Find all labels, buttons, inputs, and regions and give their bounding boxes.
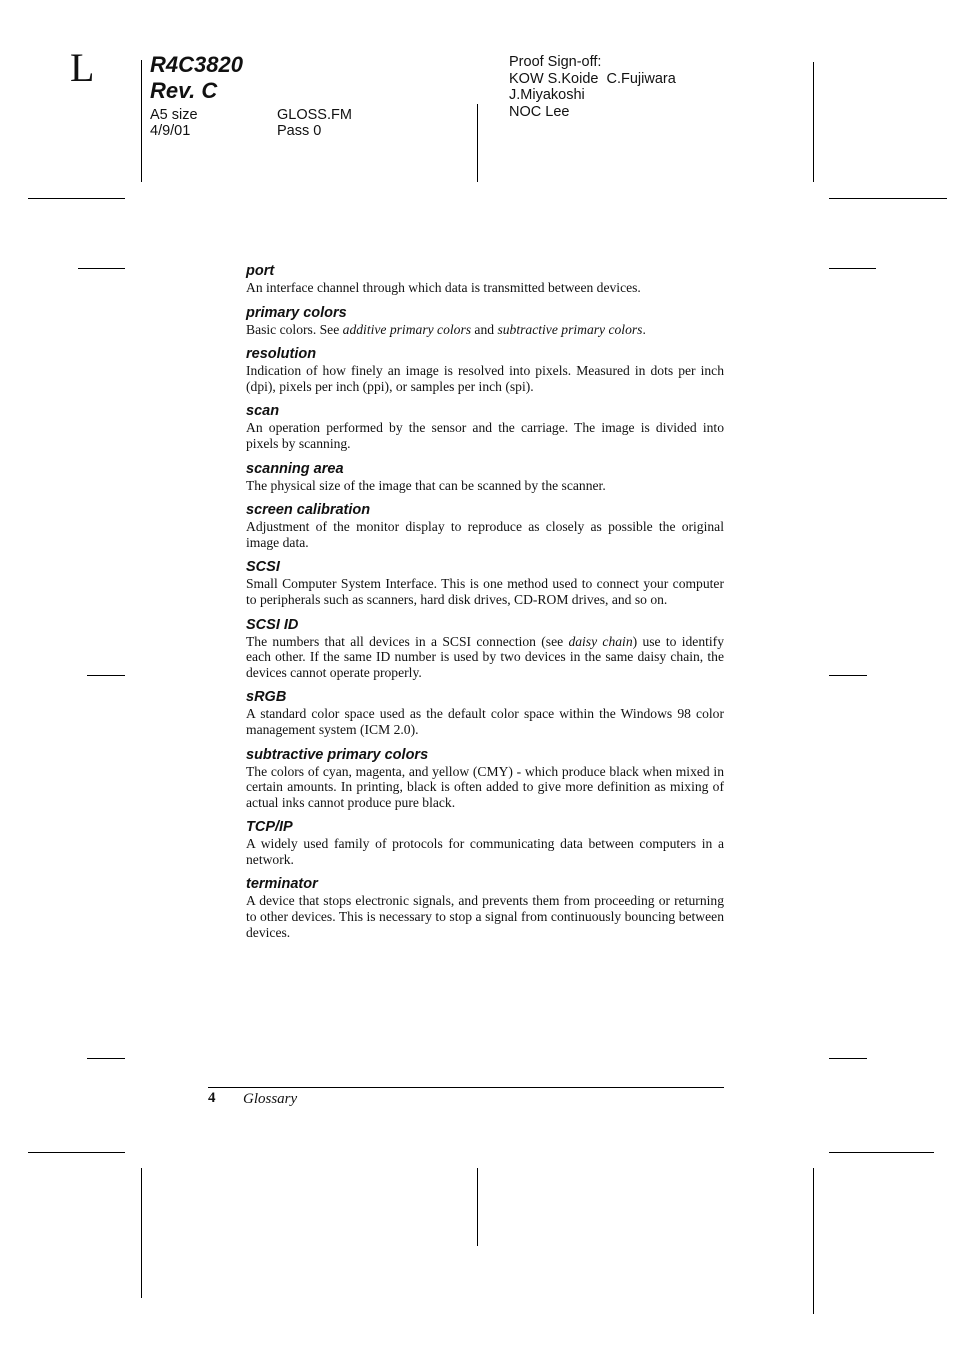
entry-term: resolution bbox=[246, 346, 317, 363]
glossary-entry bbox=[246, 559, 724, 607]
crop-mark bbox=[78, 268, 125, 269]
crop-mark bbox=[829, 268, 876, 269]
glossary-entry bbox=[246, 305, 724, 338]
entry-definition: A widely used family of protocols for communicating data between computers in a network. bbox=[246, 836, 724, 867]
proof-line: NOC Lee bbox=[509, 103, 570, 120]
glossary-entry bbox=[246, 876, 724, 940]
page-number: 4 bbox=[208, 1090, 216, 1106]
file-label: GLOSS.FM bbox=[277, 107, 352, 123]
entry-term: scanning area bbox=[246, 460, 344, 477]
glossary-entry bbox=[246, 819, 724, 867]
proof-line: J.Miyakoshi bbox=[509, 87, 585, 103]
entry-term: port bbox=[246, 263, 275, 279]
corner-mark: L bbox=[70, 45, 95, 90]
entry-definition: The physical size of the image that can be scanned by the scanner. bbox=[246, 477, 606, 493]
entry-term: TCP/IP bbox=[246, 819, 293, 836]
glossary-entry bbox=[246, 346, 724, 394]
glossary-list bbox=[246, 263, 724, 949]
crop-mark bbox=[141, 60, 142, 182]
entry-term: primary colors bbox=[246, 304, 347, 321]
crop-mark bbox=[829, 198, 947, 199]
model-number: R4C3820 bbox=[150, 52, 243, 77]
footer-rule bbox=[208, 1087, 724, 1088]
entry-term: screen calibration bbox=[246, 502, 371, 519]
model-revision: Rev. C bbox=[150, 78, 218, 103]
model-title bbox=[150, 52, 243, 104]
entry-definition: An operation performed by the sensor and the carriage. The image is divided into pixels by scanning. bbox=[246, 420, 724, 451]
entry-term: SCSI bbox=[246, 559, 280, 576]
glossary-entry bbox=[246, 403, 724, 451]
proof-signoff bbox=[509, 54, 676, 120]
definition-text: and bbox=[471, 321, 498, 337]
cross-reference: daisy chain bbox=[568, 633, 633, 649]
entry-term: subtractive primary colors bbox=[246, 746, 429, 763]
definition-text: The numbers that all devices in a SCSI connection (see bbox=[246, 633, 569, 649]
definition-text: . bbox=[642, 321, 646, 337]
crop-mark bbox=[141, 1168, 142, 1298]
crop-mark bbox=[829, 675, 867, 676]
glossary-entry bbox=[246, 747, 724, 811]
entry-definition: The colors of cyan, magenta, and yellow (CMY) - which produce black when mixed in certain amounts. In printing, black is often added to give more definition as mixing of actual inks cannot produce pure black. bbox=[246, 763, 724, 810]
glossary-entry bbox=[246, 263, 724, 296]
pass-label: Pass 0 bbox=[277, 123, 322, 139]
proof-line: Proof Sign-off: bbox=[509, 54, 602, 70]
size-label: A5 size bbox=[150, 107, 198, 123]
definition-text: ) use to identify each other. If the same ID number is used by two devices in the same daisy chain, the devices cannot operate properly. bbox=[246, 633, 724, 680]
entry-definition: Small Computer System Interface. This is one method used to connect your computer to peripherals such as scanners, hard disk drives, CD-ROM drives, and so on. bbox=[246, 576, 724, 607]
crop-mark bbox=[829, 1058, 867, 1059]
entry-definition: Adjustment of the monitor display to reproduce as closely as possible the original image data. bbox=[246, 519, 724, 550]
definition-text: Basic colors. See bbox=[246, 321, 343, 337]
entry-definition bbox=[246, 634, 724, 681]
glossary-entry bbox=[246, 502, 724, 550]
crop-mark bbox=[28, 198, 125, 199]
glossary-entry bbox=[246, 461, 724, 494]
glossary-entry bbox=[246, 689, 724, 737]
entry-term: terminator bbox=[246, 876, 318, 893]
crop-mark bbox=[87, 1058, 125, 1059]
crop-mark bbox=[477, 104, 478, 182]
crop-mark bbox=[28, 1152, 125, 1153]
crop-mark bbox=[813, 1168, 814, 1314]
crop-mark bbox=[813, 62, 814, 182]
cross-reference: subtractive primary colors bbox=[497, 321, 643, 337]
entry-definition bbox=[246, 322, 724, 338]
crop-mark bbox=[87, 675, 125, 676]
entry-term: SCSI ID bbox=[246, 616, 299, 633]
entry-definition: Indication of how finely an image is resolved into pixels. Measured in dots per inch (dpi), pixels per inch (ppi), or samples per inch (spi). bbox=[246, 363, 724, 394]
date-label: 4/9/01 bbox=[150, 123, 191, 139]
entry-definition: A device that stops electronic signals, and prevents them from proceeding or returning to other devices. This is necessary to stop a signal from continuously bouncing between devices. bbox=[246, 893, 724, 940]
entry-definition: A standard color space used as the default color space within the Windows 98 color management system (ICM 2.0). bbox=[246, 706, 724, 737]
entry-term: sRGB bbox=[246, 689, 287, 706]
section-title: Glossary bbox=[243, 1091, 298, 1107]
crop-mark bbox=[477, 1168, 478, 1246]
proof-line: KOW S.Koide C.Fujiwara bbox=[509, 70, 676, 87]
crop-mark bbox=[829, 1152, 934, 1153]
glossary-entry bbox=[246, 617, 724, 681]
entry-term: scan bbox=[246, 403, 280, 420]
cross-reference: additive primary colors bbox=[342, 321, 472, 337]
entry-definition: An interface channel through which data is transmitted between devices. bbox=[246, 280, 641, 295]
